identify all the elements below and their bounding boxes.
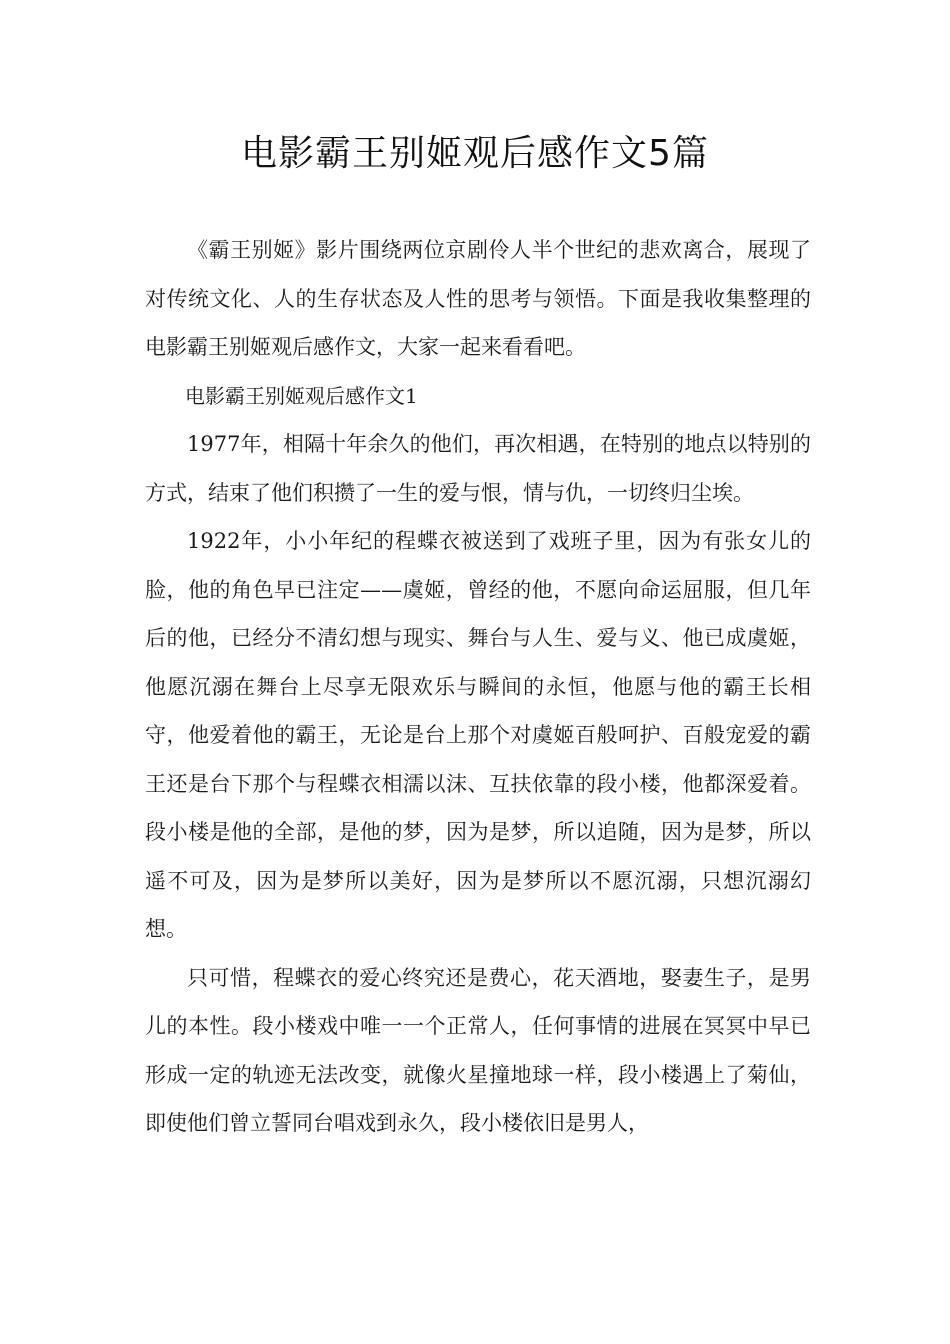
body-paragraph: 只可惜，程蝶衣的爱心终究还是费心，花天酒地，娶妻生子，是男儿的本性。段小楼戏中唯一一个正常人，任何事情的进展在冥冥中早已形成一定的轨迹无法改变，就像火星撞地球一样，段小楼遇上了菊仙，即使他们曾立誓同台唱戏到永久，段小楼依旧是男人， xyxy=(145,965,811,1135)
document-body xyxy=(145,226,811,1148)
document-title: 电影霸王别姬观后感作文5篇 xyxy=(241,133,709,174)
body-paragraph: 1977年，相隔十年余久的他们，再次相遇，在特别的地点以特别的方式，结束了他们积攒了一生的爱与恨，情与仇，一切终归尘埃。 xyxy=(145,432,811,505)
intro-paragraph: 《霸王别姬》影片围绕两位京剧伶人半个世纪的悲欢离合，展现了对传统文化、人的生存状态及人性的思考与领悟。下面是我收集整理的电影霸王别姬观后感作文，大家一起来看看吧。 xyxy=(145,238,811,359)
body-paragraph: 1922年，小小年纪的程蝶衣被送到了戏班子里，因为有张女儿的脸，他的角色早已注定——虞姬，曾经的他，不愿向命运屈服，但几年后的他，已经分不清幻想与现实、舞台与人生、爱与义、他已成虞姬，他愿沉溺在舞台上尽享无限欢乐与瞬间的永恒，他愿与他的霸王长相守，他爱着他的霸王，无论是台上那个对虞姬百般呵护、百般宠爱的霸王还是台下那个与程蝶衣相濡以沫、互扶依靠的段小楼，他都深爱着。段小楼是他的全部，是他的梦，因为是梦，所以追随，因为是梦，所以遥不可及，因为是梦所以美好，因为是梦所以不愿沉溺，只想沉溺幻想。 xyxy=(145,529,811,941)
section-heading: 电影霸王别姬观后感作文1 xyxy=(185,383,418,408)
